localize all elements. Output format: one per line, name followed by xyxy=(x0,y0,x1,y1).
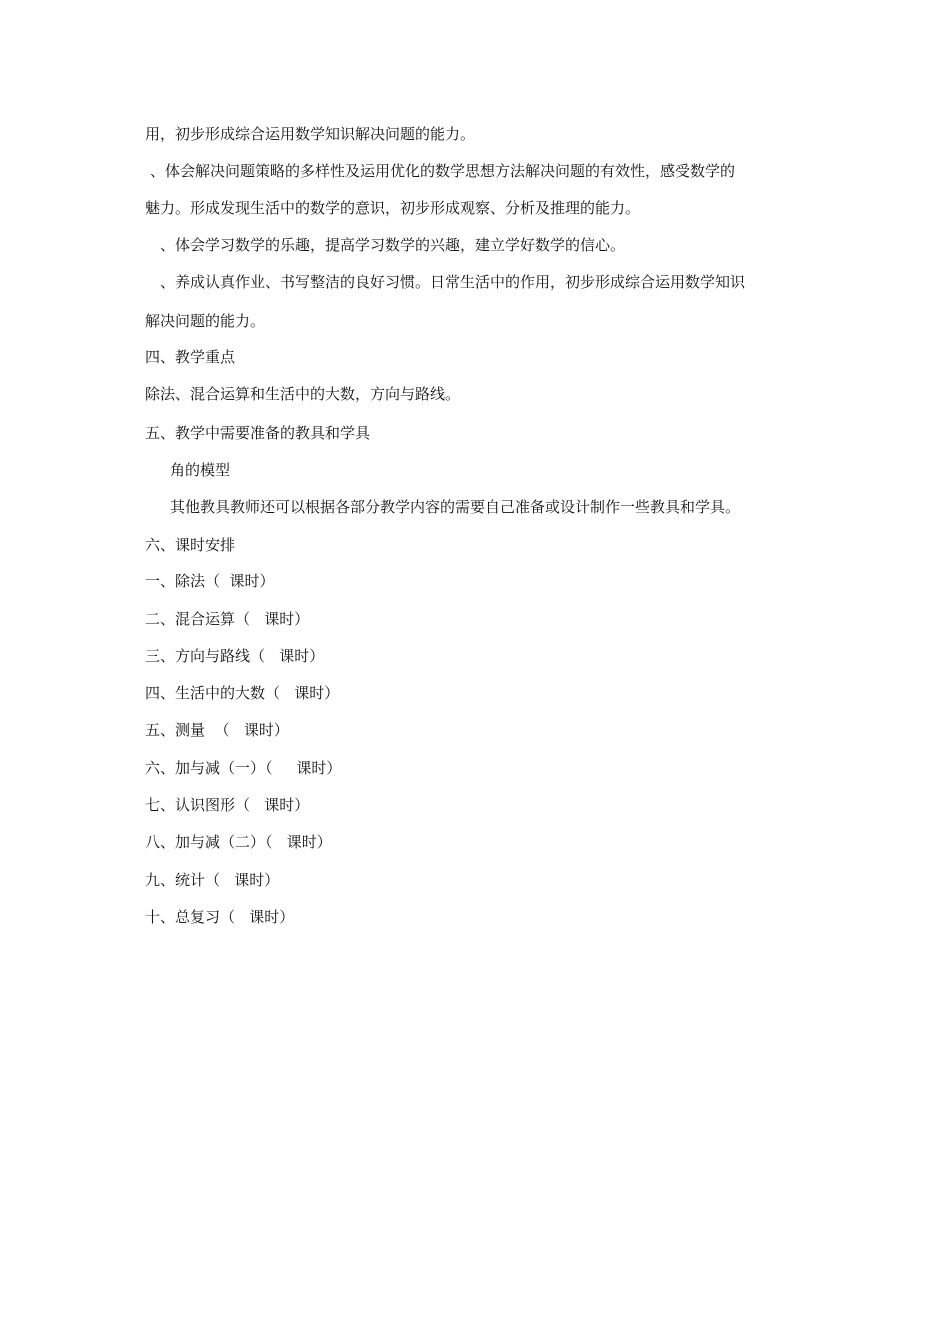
section-heading-materials: 五、教学中需要准备的教具和学具 xyxy=(145,424,371,442)
schedule-item-4: 四、生活中的大数（ 课时） xyxy=(145,684,340,702)
schedule-item-5: 五、测量 （ 课时） xyxy=(145,721,289,739)
teaching-focus-text: 除法、混合运算和生活中的大数，方向与路线。 xyxy=(145,385,461,403)
schedule-item-1: 一、除法（ 课时） xyxy=(145,572,275,590)
schedule-item-8: 八、加与减（二）（ 课时） xyxy=(145,833,332,851)
schedule-item-2: 二、混合运算（ 课时） xyxy=(145,610,310,628)
paragraph-line-1: 用，初步形成综合运用数学知识解决问题的能力。 xyxy=(145,125,476,143)
schedule-item-9: 九、统计（ 课时） xyxy=(145,871,280,889)
schedule-item-3: 三、方向与路线（ 课时） xyxy=(145,647,325,665)
paragraph-line-5: 、养成认真作业、书写整洁的良好习惯。日常生活中的作用，初步形成综合运用数学知识 xyxy=(160,273,746,291)
paragraph-line-6: 解决问题的能力。 xyxy=(145,312,266,330)
schedule-item-7: 七、认识图形（ 课时） xyxy=(145,796,310,814)
paragraph-line-4: 、体会学习数学的乐趣，提高学习数学的兴趣，建立学好数学的信心。 xyxy=(160,236,626,254)
section-heading-schedule: 六、课时安排 xyxy=(145,536,236,554)
section-heading-teaching-focus: 四、教学重点 xyxy=(145,348,236,366)
materials-text: 其他教具教师还可以根据各部分教学内容的需要自己准备或设计制作一些教具和学具。 xyxy=(170,498,741,516)
paragraph-line-2: 、体会解决问题策略的多样性及运用优化的数学思想方法解决问题的有效性，感受数学的 xyxy=(150,162,736,180)
schedule-item-6: 六、加与减（一）（ 课时） xyxy=(145,759,342,777)
schedule-item-10: 十、总复习（ 课时） xyxy=(145,908,295,926)
materials-item-angle-model: 角的模型 xyxy=(170,461,231,479)
paragraph-line-3: 魅力。形成发现生活中的数学的意识，初步形成观察、分析及推理的能力。 xyxy=(145,199,641,217)
